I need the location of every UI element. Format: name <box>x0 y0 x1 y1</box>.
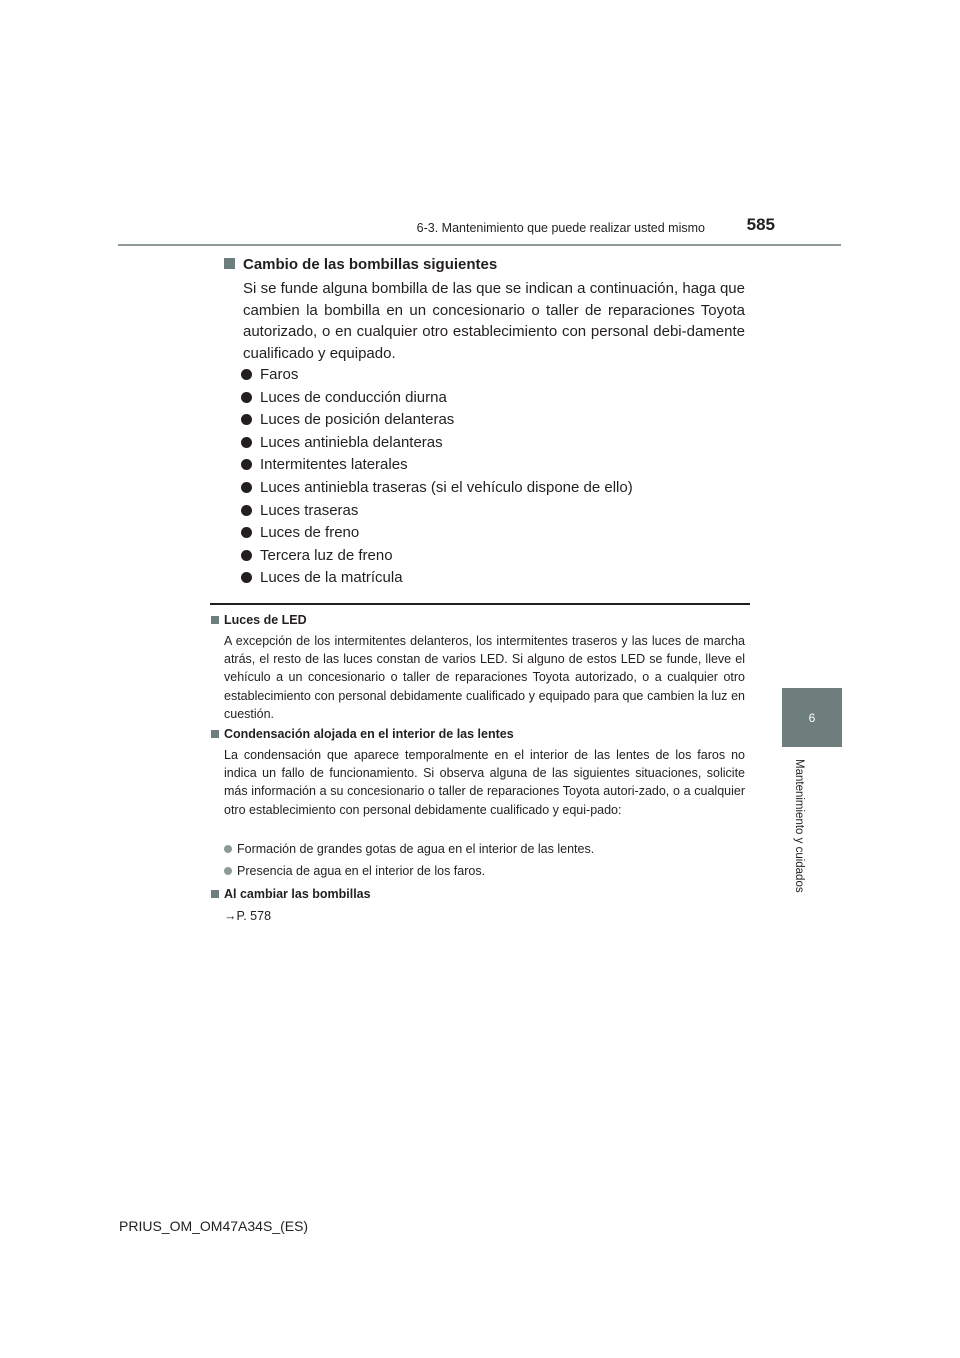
condensation-note-heading-text: Condensación alojada en el interior de las lentes <box>224 727 514 741</box>
list-item-text: Tercera luz de freno <box>260 546 393 564</box>
condensation-bullet <box>224 842 594 856</box>
chapter-number: 6 <box>808 710 816 725</box>
bullet-dot-icon <box>224 845 232 853</box>
list-item-text: Intermitentes laterales <box>260 456 408 474</box>
square-bullet-icon <box>211 890 219 898</box>
list-item <box>241 433 633 456</box>
bullet-dot-icon <box>241 505 252 516</box>
chapter-title: Mantenimiento y cuidados <box>793 759 805 893</box>
page-number: 585 <box>746 215 775 234</box>
condensation-note-heading <box>211 727 514 741</box>
list-item-text: Luces antiniebla delanteras <box>260 433 443 451</box>
condensation-bullet-text: Formación de grandes gotas de agua en el interior de las lentes. <box>237 842 595 856</box>
list-item-text: Luces antiniebla traseras (si el vehículo dispone de ello) <box>260 478 633 496</box>
condensation-bullet <box>224 864 485 878</box>
list-item <box>241 546 633 569</box>
bullet-dot-icon <box>241 392 252 403</box>
list-item <box>241 501 633 524</box>
led-note-text: A excepción de los intermitentes delanteros, los intermitentes traseros y las luces de marcha atrás, el resto de las luces constan de varios LED. Si alguno de estos LED se funde, lleve el vehículo a un concesionario o taller de reparaciones Toyota autorizado, o a cualquier otro establecimiento con personal debidamente cualificado y equipado para que cambien la luz en cuestión. <box>224 634 745 721</box>
list-item <box>241 455 633 478</box>
list-item-text: Faros <box>260 366 299 383</box>
list-item <box>241 388 633 411</box>
main-heading-text: Cambio de las bombillas siguientes <box>243 256 498 273</box>
list-item-text: Luces de freno <box>260 524 360 542</box>
notes-divider <box>210 603 750 605</box>
bullet-dot-icon <box>241 572 252 583</box>
list-item-text: Luces de la matrícula <box>260 569 403 587</box>
list-item <box>241 410 633 433</box>
list-item-text: Luces traseras <box>260 501 359 519</box>
condensation-note-text: La condensación que aparece temporalmente en el interior de las lentes de los faros no indica un fallo de funcionamiento. Si observa alguna de las siguientes situaciones, solicite más información a su concesionario o taller de reparaciones Toyota autori-zado, o a cualquier otro establecimiento con personal debidamente cualificado y equi-pado: <box>224 748 745 817</box>
bulb-change-heading-text: Al cambiar las bombillas <box>224 887 371 901</box>
chapter-tab <box>782 688 842 747</box>
list-item <box>241 523 633 546</box>
bulb-list <box>241 365 633 591</box>
bullet-dot-icon <box>224 867 232 875</box>
bulb-change-heading <box>211 887 371 901</box>
bullet-dot-icon <box>241 550 252 561</box>
bullet-dot-icon <box>241 459 252 470</box>
condensation-bullet-text: Presencia de agua en el interior de los faros. <box>237 864 486 878</box>
bullet-dot-icon <box>241 527 252 538</box>
bullet-dot-icon <box>241 437 252 448</box>
led-note-heading <box>211 613 307 627</box>
list-item <box>241 478 633 501</box>
square-bullet-icon <box>211 730 219 738</box>
list-item-text: Luces de conducción diurna <box>260 388 447 406</box>
square-bullet-icon <box>224 258 235 269</box>
bullet-dot-icon <box>241 369 252 380</box>
list-item <box>241 365 633 388</box>
main-heading <box>224 256 497 273</box>
square-bullet-icon <box>211 616 219 624</box>
footer-document-code: PRIUS_OM_OM47A34S_(ES) <box>119 1218 309 1234</box>
list-item <box>241 568 633 591</box>
bullet-dot-icon <box>241 414 252 425</box>
led-note-heading-text: Luces de LED <box>224 613 307 627</box>
header-divider <box>118 244 841 246</box>
bullet-dot-icon <box>241 482 252 493</box>
list-item-text: Luces de posición delanteras <box>260 411 455 429</box>
page-reference-link[interactable]: →P. 578 <box>224 909 272 923</box>
main-paragraph: Si se funde alguna bombilla de las que se indican a continuación, haga que cambien la bombilla en un concesionario o taller de reparaciones Toyota autorizado, o en cualquier otro establecimiento con personal debi-damente cualificado y equipado. <box>243 280 745 362</box>
header-section-title: 6-3. Mantenimiento que puede realizar usted mismo <box>416 221 705 235</box>
